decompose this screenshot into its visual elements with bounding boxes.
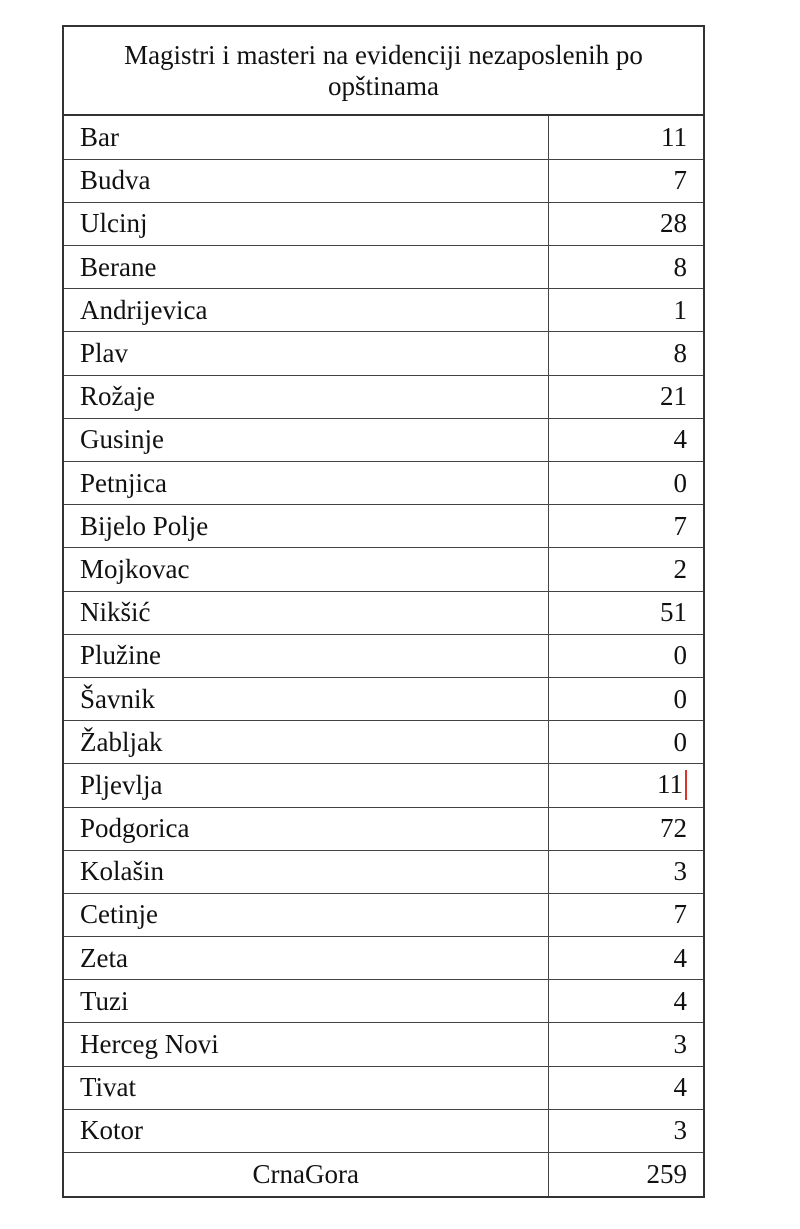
municipality-count xyxy=(548,893,703,936)
table-row xyxy=(64,159,703,202)
table-row xyxy=(64,289,703,332)
municipality-count xyxy=(548,634,703,677)
municipality-count xyxy=(548,202,703,245)
table-row xyxy=(64,116,703,159)
count-value: 0 xyxy=(673,640,687,671)
table-row xyxy=(64,548,703,591)
municipality-count xyxy=(548,289,703,332)
table-row xyxy=(64,937,703,980)
total-row xyxy=(64,1153,703,1196)
municipality-count xyxy=(548,418,703,461)
municipality-name: Budva xyxy=(64,159,548,202)
municipality-name: Mojkovac xyxy=(64,548,548,591)
municipality-name: Plav xyxy=(64,332,548,375)
municipality-name: Andrijevica xyxy=(64,289,548,332)
municipality-count xyxy=(548,850,703,893)
municipality-name: Kolašin xyxy=(64,850,548,893)
count-value: 4 xyxy=(673,424,687,455)
table-body xyxy=(64,116,703,1196)
count-value: 3 xyxy=(673,1029,687,1060)
table-row xyxy=(64,1109,703,1152)
municipality-name: Plužine xyxy=(64,634,548,677)
table-row xyxy=(64,375,703,418)
table-row xyxy=(64,246,703,289)
count-value: 7 xyxy=(673,899,687,930)
table-row xyxy=(64,634,703,677)
count-value: 3 xyxy=(673,856,687,887)
municipality-name: Berane xyxy=(64,246,548,289)
count-value: 11 xyxy=(661,121,687,152)
municipality-table xyxy=(62,25,705,1198)
count-value: 8 xyxy=(673,251,687,282)
count-value: 21 xyxy=(660,381,687,412)
municipality-name: Bijelo Polje xyxy=(64,505,548,548)
table-row xyxy=(64,462,703,505)
count-value: 4 xyxy=(673,985,687,1016)
count-value: 4 xyxy=(673,1072,687,1103)
count-value: 28 xyxy=(660,208,687,239)
municipality-count xyxy=(548,1023,703,1066)
table-row xyxy=(64,721,703,764)
count-value: 11 xyxy=(657,769,683,799)
count-value: 0 xyxy=(673,726,687,757)
count-value: 4 xyxy=(673,942,687,973)
count-value: 1 xyxy=(673,294,687,325)
municipality-count xyxy=(548,116,703,159)
municipality-count xyxy=(548,375,703,418)
municipality-count xyxy=(548,591,703,634)
municipality-count xyxy=(548,505,703,548)
municipality-name: Nikšić xyxy=(64,591,548,634)
municipality-name: Bar xyxy=(64,116,548,159)
count-value: 0 xyxy=(673,467,687,498)
table-row xyxy=(64,202,703,245)
table-title: Magistri i masteri na evidenciji nezaposlenih po opštinama xyxy=(64,27,703,116)
table-row xyxy=(64,850,703,893)
table-row xyxy=(64,505,703,548)
table-row xyxy=(64,418,703,461)
table-row xyxy=(64,677,703,720)
table-row xyxy=(64,807,703,850)
municipality-count xyxy=(548,548,703,591)
municipality-name: Tivat xyxy=(64,1066,548,1109)
municipality-count xyxy=(548,462,703,505)
count-value: 2 xyxy=(673,553,687,584)
municipality-count xyxy=(548,721,703,764)
municipality-name: Podgorica xyxy=(64,807,548,850)
municipality-count xyxy=(548,1066,703,1109)
table-row xyxy=(64,591,703,634)
table-row xyxy=(64,1023,703,1066)
municipality-count xyxy=(548,332,703,375)
municipality-count xyxy=(548,937,703,980)
count-value: 7 xyxy=(673,510,687,541)
municipality-count xyxy=(548,246,703,289)
table-row xyxy=(64,980,703,1023)
text-cursor xyxy=(685,770,687,800)
municipality-count xyxy=(548,764,703,807)
municipality-name: Ulcinj xyxy=(64,202,548,245)
municipality-name: Herceg Novi xyxy=(64,1023,548,1066)
municipality-count xyxy=(548,159,703,202)
count-value: 3 xyxy=(673,1115,687,1146)
municipality-count xyxy=(548,980,703,1023)
data-table xyxy=(64,116,703,1196)
municipality-count xyxy=(548,677,703,720)
municipality-name: Gusinje xyxy=(64,418,548,461)
count-value: 72 xyxy=(660,813,687,844)
municipality-name: Kotor xyxy=(64,1109,548,1152)
municipality-count xyxy=(548,1109,703,1152)
municipality-name: Cetinje xyxy=(64,893,548,936)
total-label: CrnaGora xyxy=(64,1153,548,1196)
table-row xyxy=(64,764,703,807)
municipality-name: Rožaje xyxy=(64,375,548,418)
count-value: 8 xyxy=(673,338,687,369)
municipality-name: Žabljak xyxy=(64,721,548,764)
municipality-name: Petnjica xyxy=(64,462,548,505)
table-row xyxy=(64,332,703,375)
municipality-name: Šavnik xyxy=(64,677,548,720)
table-row xyxy=(64,1066,703,1109)
municipality-name: Tuzi xyxy=(64,980,548,1023)
table-row xyxy=(64,893,703,936)
count-value: 51 xyxy=(660,597,687,628)
count-value: 7 xyxy=(673,165,687,196)
municipality-count xyxy=(548,807,703,850)
municipality-name: Pljevlja xyxy=(64,764,548,807)
municipality-name: Zeta xyxy=(64,937,548,980)
total-value: 259 xyxy=(646,1158,687,1189)
count-value: 0 xyxy=(673,683,687,714)
